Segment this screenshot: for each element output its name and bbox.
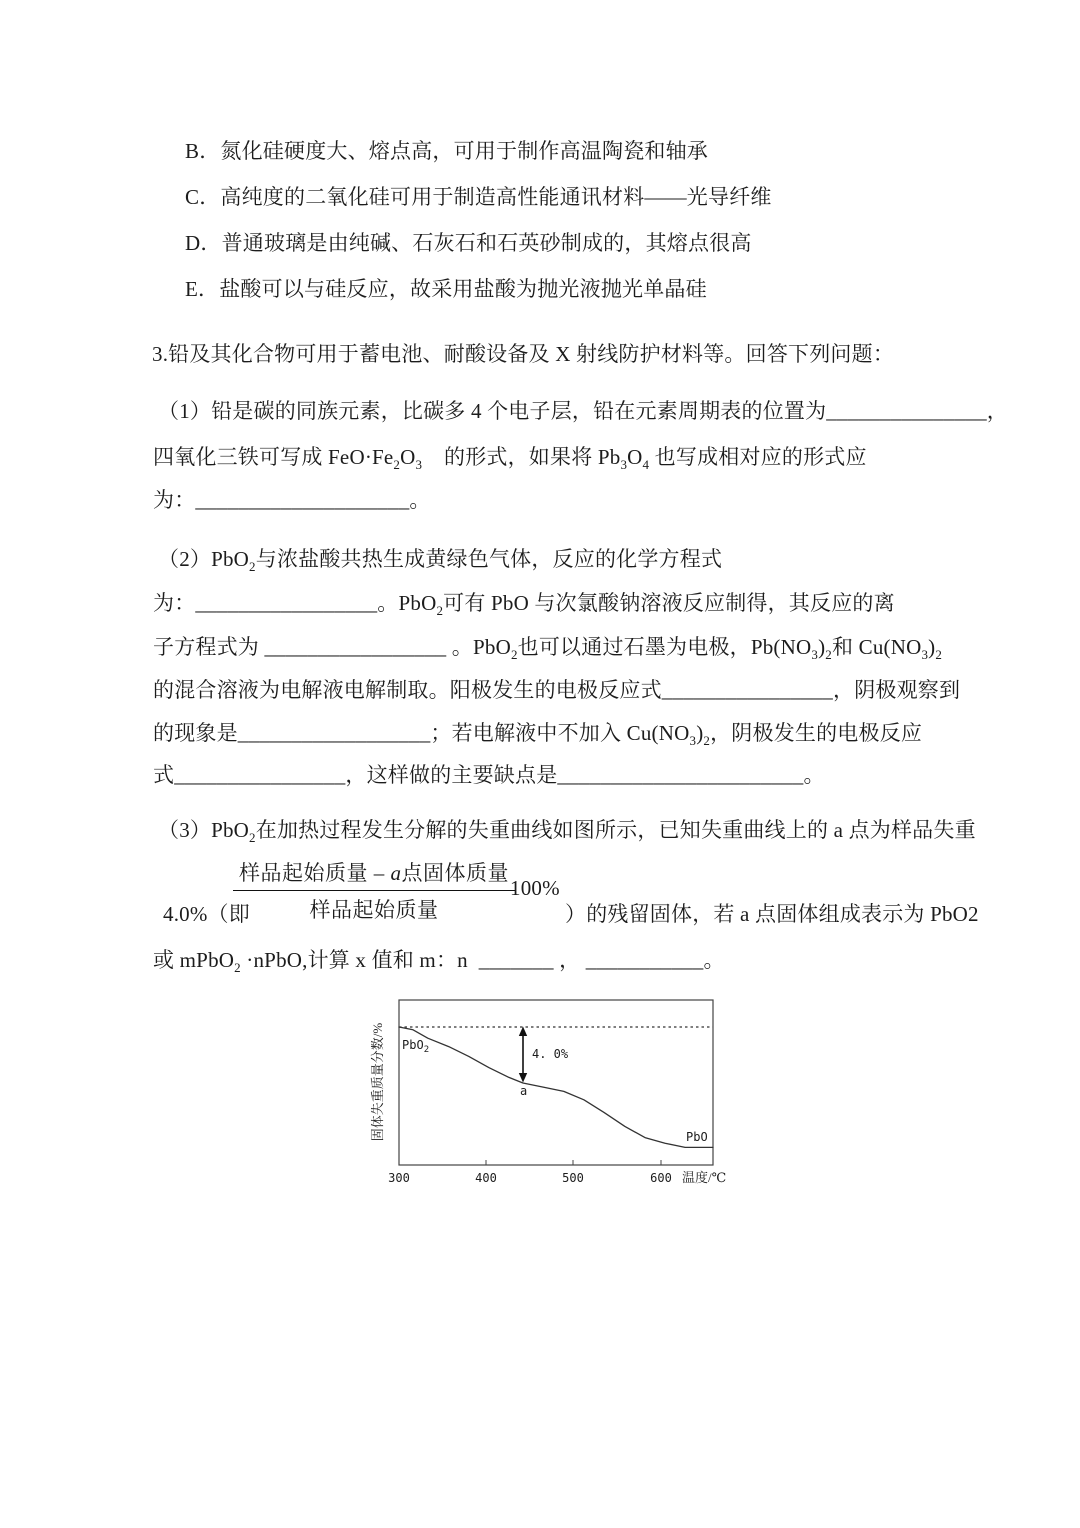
loss-arrow-down-head bbox=[519, 1073, 527, 1083]
loss-annotation: 4. 0% bbox=[532, 1047, 569, 1061]
plot-border bbox=[399, 1000, 713, 1165]
part2-line3: 子方程式为 _________________ 。PbO$_2$也可以通过石墨为电极，$Pb(NO_3)_2$和 $Cu(NO_3)_2$ bbox=[153, 635, 943, 663]
formula-fraction bbox=[233, 857, 515, 924]
part2-line5: 的现象是__________________；若电解液中不加入 $Cu(NO_3)_2$，阴极发生的电极反应 bbox=[153, 721, 923, 749]
part2-line1: （2）PbO$_2$与浓盐酸共热生成黄绿色气体，反应的化学方程式 bbox=[158, 547, 723, 575]
weight-loss-curve bbox=[399, 1027, 713, 1147]
option-c: C．高纯度的二氧化硅可用于制造高性能通讯材料——光导纤维 bbox=[185, 185, 772, 209]
part3-line3: 或 mPbO$_2$ ·nPbO,计算 x 值和 m：n _______ ， ___________。 bbox=[153, 948, 725, 976]
fraction-numerator: 样品起始质量 – a点固体质量 bbox=[233, 857, 515, 891]
weight-loss-figure bbox=[370, 992, 770, 1212]
x-axis-label: 温度/℃ bbox=[682, 1170, 727, 1185]
option-d: D．普通玻璃是由纯碱、石灰石和石英砂制成的，其熔点很高 bbox=[185, 231, 752, 255]
part2-line2: 为：_________________。PbO$_2$可有 PbO 与次氯酸钠溶液反应制得，其反应的离 bbox=[153, 591, 895, 619]
start-phase-label: PbO$_2$ bbox=[402, 1038, 430, 1055]
end-phase-label: PbO bbox=[686, 1130, 708, 1144]
part3-line1: （3）PbO$_2$在加热过程发生分解的失重曲线如图所示，已知失重曲线上的 a 点为样品失重 bbox=[158, 818, 976, 846]
part1-line2: 四氧化三铁可写成 $FeO\cdot Fe_2O_3$ 的形式，如果将 $Pb_3O_4$ 也写成相对应的形式应 bbox=[153, 445, 867, 473]
xtick-300: 300 bbox=[388, 1171, 410, 1185]
formula-multiplier: 100% bbox=[510, 876, 560, 900]
loss-arrow-up-head bbox=[519, 1027, 527, 1037]
formula-prefix: 4.0%（即 bbox=[163, 902, 250, 926]
y-axis-label: 固体失重质量分数/% bbox=[370, 1022, 385, 1142]
option-e: E．盐酸可以与硅反应，故采用盐酸为抛光液抛光单晶硅 bbox=[185, 277, 707, 301]
xtick-500: 500 bbox=[562, 1171, 584, 1185]
part1-line3: 为：____________________。 bbox=[153, 488, 431, 512]
formula-suffix: ）的残留固体，若 a 点固体组成表示为 PbO2 bbox=[565, 902, 979, 926]
xtick-600: 600 bbox=[650, 1171, 672, 1185]
point-a-label: a bbox=[520, 1084, 528, 1098]
part2-line4: 的混合溶液为电解液电解制取。阳极发生的电极反应式________________，阴极观察到 bbox=[153, 678, 961, 702]
part1-line1: （1）铅是碳的同族元素，比碳多 4 个电子层，铅在元素周期表的位置为_______________， bbox=[158, 399, 1008, 423]
option-b: B．氮化硅硬度大、熔点高，可用于制作高温陶瓷和轴承 bbox=[185, 139, 709, 163]
question-3-intro: 3.铅及其化合物可用于蓄电池、耐酸设备及 X 射线防护材料等。回答下列问题： bbox=[152, 342, 895, 366]
part2-line6: 式________________，这样做的主要缺点是_______________________。 bbox=[153, 763, 825, 787]
xtick-400: 400 bbox=[475, 1171, 497, 1185]
fraction-denominator: 样品起始质量 bbox=[309, 898, 439, 922]
tga-chart bbox=[370, 992, 770, 1212]
